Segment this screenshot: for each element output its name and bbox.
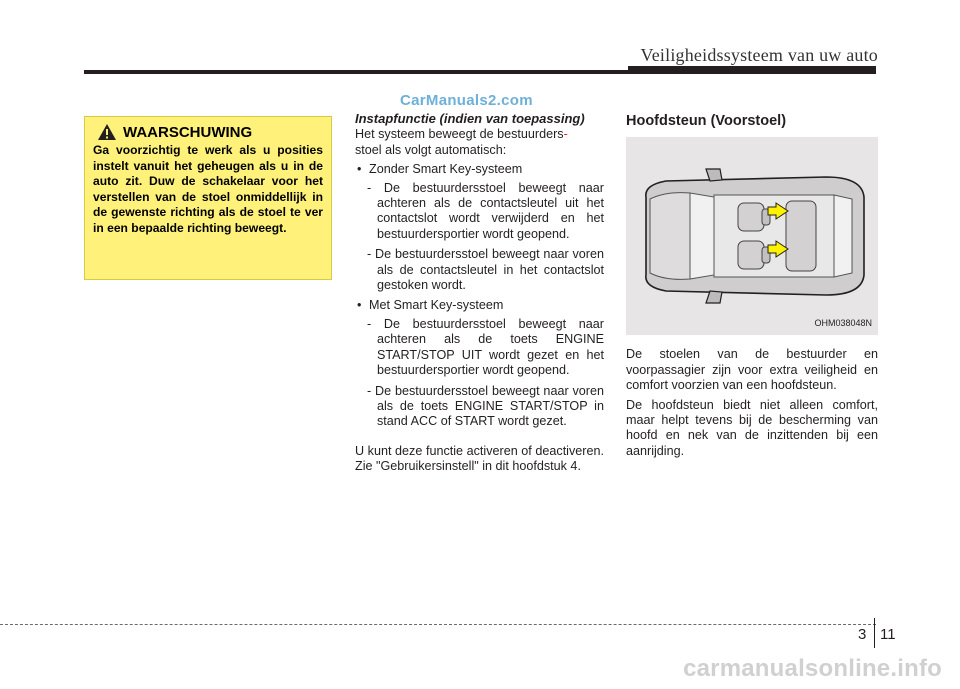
warning-body: Ga voorzichtig te werk als u posities instelt vanuit het geheugen als u in de auto zit. Duw de schakelaar voor het verstellen van de stoel onmiddellijk in de gewenste richting als de stoel te ver in een bepaalde richting beweegt. [93, 143, 323, 235]
warning-triangle-icon [97, 123, 117, 141]
car-topview-figure [626, 137, 878, 335]
headrest-section [626, 111, 878, 463]
figure-code: OHM038048N [814, 318, 872, 328]
warning-header [93, 123, 323, 141]
entry-function-heading: Instapfunctie (indien van toepassing) [355, 111, 585, 126]
watermark-top: CarManuals2.com [400, 92, 533, 109]
header-rule [84, 70, 876, 74]
bullet-label: Zonder Smart Key-systeem [369, 162, 523, 177]
dash-item: - De bestuurdersstoel beweegt naar voren als de contactsleutel in het contactslot gestoken wordt. [367, 247, 604, 293]
warning-title: WAARSCHUWING [123, 123, 253, 141]
headrest-para-2: De hoofdsteun biedt niet alleen comfort, maar helpt tevens bij de bescherming van hoofd en nek van de inzittenden bij een aanrijding. [626, 397, 878, 458]
watermark-bottom: carmanualsonline.info [683, 655, 942, 682]
intro-hyphen: - [563, 127, 568, 142]
intro-text-b: stoel als volgt automatisch: [355, 142, 507, 157]
page-number-divider [874, 618, 875, 648]
entry-function-outro: U kunt deze functie activeren of deactiveren. Zie "Gebruikersinstell" in dit hoofdstuk 4. [355, 443, 604, 474]
header-title: Veiligheidssysteem van uw auto [640, 45, 878, 65]
headrest-heading: Hoofdsteun (Voorstoel) [626, 113, 787, 129]
page-number: 11 [880, 626, 896, 643]
bullet-smart-key: • Met Smart Key-systeem [357, 298, 504, 313]
chapter-number: 3 [858, 626, 867, 643]
entry-function-section [355, 111, 604, 479]
header-rule-accent [628, 66, 876, 70]
dash-item: - De bestuurdersstoel beweegt naar achteren als de toets ENGINE START/STOP UIT wordt gezet en het bestuurdersportier wordt geopend. [367, 316, 604, 378]
car-topview-illustration [626, 137, 878, 335]
warning-box [84, 116, 332, 280]
bullet-no-smart-key: • Zonder Smart Key-systeem [357, 162, 523, 177]
dash-item: - De bestuurdersstoel beweegt naar achteren als de contactsleutel uit het contactslot wordt verwijderd en het bestuurdersportier wordt geopend. [367, 180, 604, 241]
dash-item: - De bestuurdersstoel beweegt naar voren als de toets ENGINE START/STOP in stand ACC of START wordt gezet. [367, 383, 604, 429]
headrest-para-1: De stoelen van de bestuurder en voorpassagier zijn voor extra veiligheid en comfort voorzien van een hoofdsteun. [626, 347, 878, 393]
footer-rule [0, 624, 876, 625]
entry-function-intro [355, 127, 604, 158]
bullet-label: Met Smart Key-systeem [369, 298, 504, 313]
intro-text-a: Het systeem beweegt de bestuurders [355, 127, 564, 142]
